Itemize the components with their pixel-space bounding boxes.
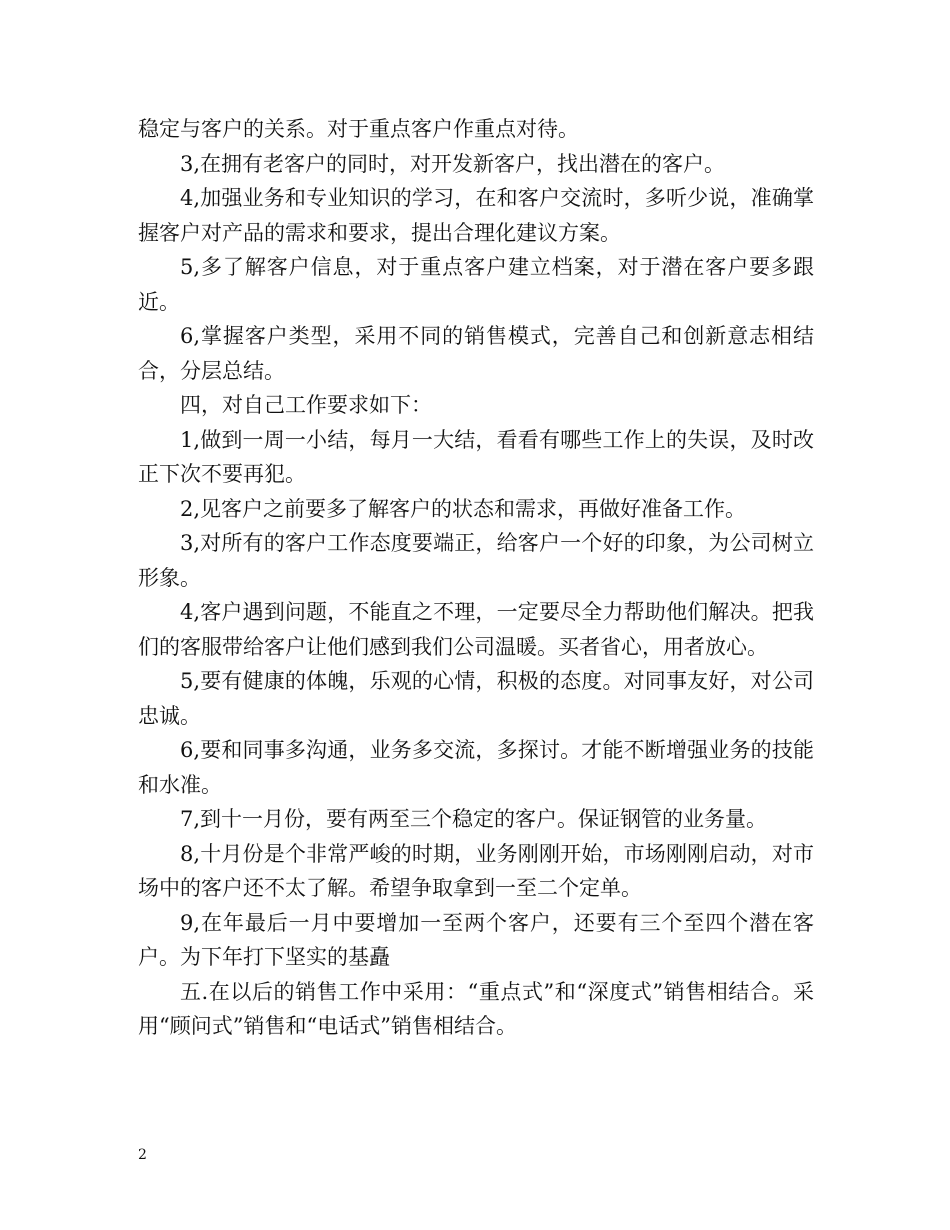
paragraph: 2,见客户之前要多了解客户的状态和需求，再做好准备工作。: [180, 496, 747, 521]
page-number: 2: [138, 1147, 147, 1163]
paragraph: 9,在年最后一月中要增加一至两个客户，还要有三个至四个潜在客户。为下年打下坚实的基矗: [138, 910, 814, 969]
paragraph: 5,要有健康的体魄，乐观的心情，积极的态度。对同事友好，对公司忠诚。: [138, 669, 814, 728]
paragraph: 稳定与客户的关系。对于重点客户作重点对待。: [138, 117, 579, 141]
paragraph: 3,在拥有老客户的同时，对开发新客户，找出潜在的客户。: [180, 151, 726, 176]
paragraph: 4,加强业务和专业知识的学习，在和客户交流时，多听少说，准确掌握客户对产品的需求和要求，提出合理化建议方案。: [138, 186, 814, 245]
paragraph: 4,客户遇到问题，不能直之不理，一定要尽全力帮助他们解决。把我们的客服带给客户让他们感到我们公司温暖。买者省心，用者放心。: [138, 600, 814, 659]
paragraph: 8,十月份是个非常严峻的时期，业务刚刚开始，市场刚刚启动，对市场中的客户还不太了解。希望争取拿到一至二个定单。: [138, 841, 814, 900]
paragraph: 7,到十一月份，要有两至三个稳定的客户。保证钢管的业务量。: [180, 807, 768, 831]
paragraph: 6,掌握客户类型，采用不同的销售模式，完善自己和创新意志相结合，分层总结。: [138, 324, 814, 383]
section-heading: 五.在以后的销售工作中采用：“重点式”和“深度式”销售相结合。采用“顾问式”销售和“电话式”销售相结合。: [138, 979, 814, 1038]
section-heading: 四，对自己工作要求如下：: [180, 393, 432, 417]
paragraph: 3,对所有的客户工作态度要端正，给客户一个好的印象，为公司树立形象。: [138, 531, 814, 590]
paragraph: 1,做到一周一小结，每月一大结，看看有哪些工作上的失误，及时改正下次不要再犯。: [138, 427, 814, 486]
paragraph: 5,多了解客户信息，对于重点客户建立档案，对于潜在客户要多跟近。: [138, 255, 814, 314]
paragraph: 6,要和同事多沟通，业务多交流，多探讨。才能不断增强业务的技能和水准。: [138, 738, 814, 797]
document-body: [138, 112, 814, 1044]
